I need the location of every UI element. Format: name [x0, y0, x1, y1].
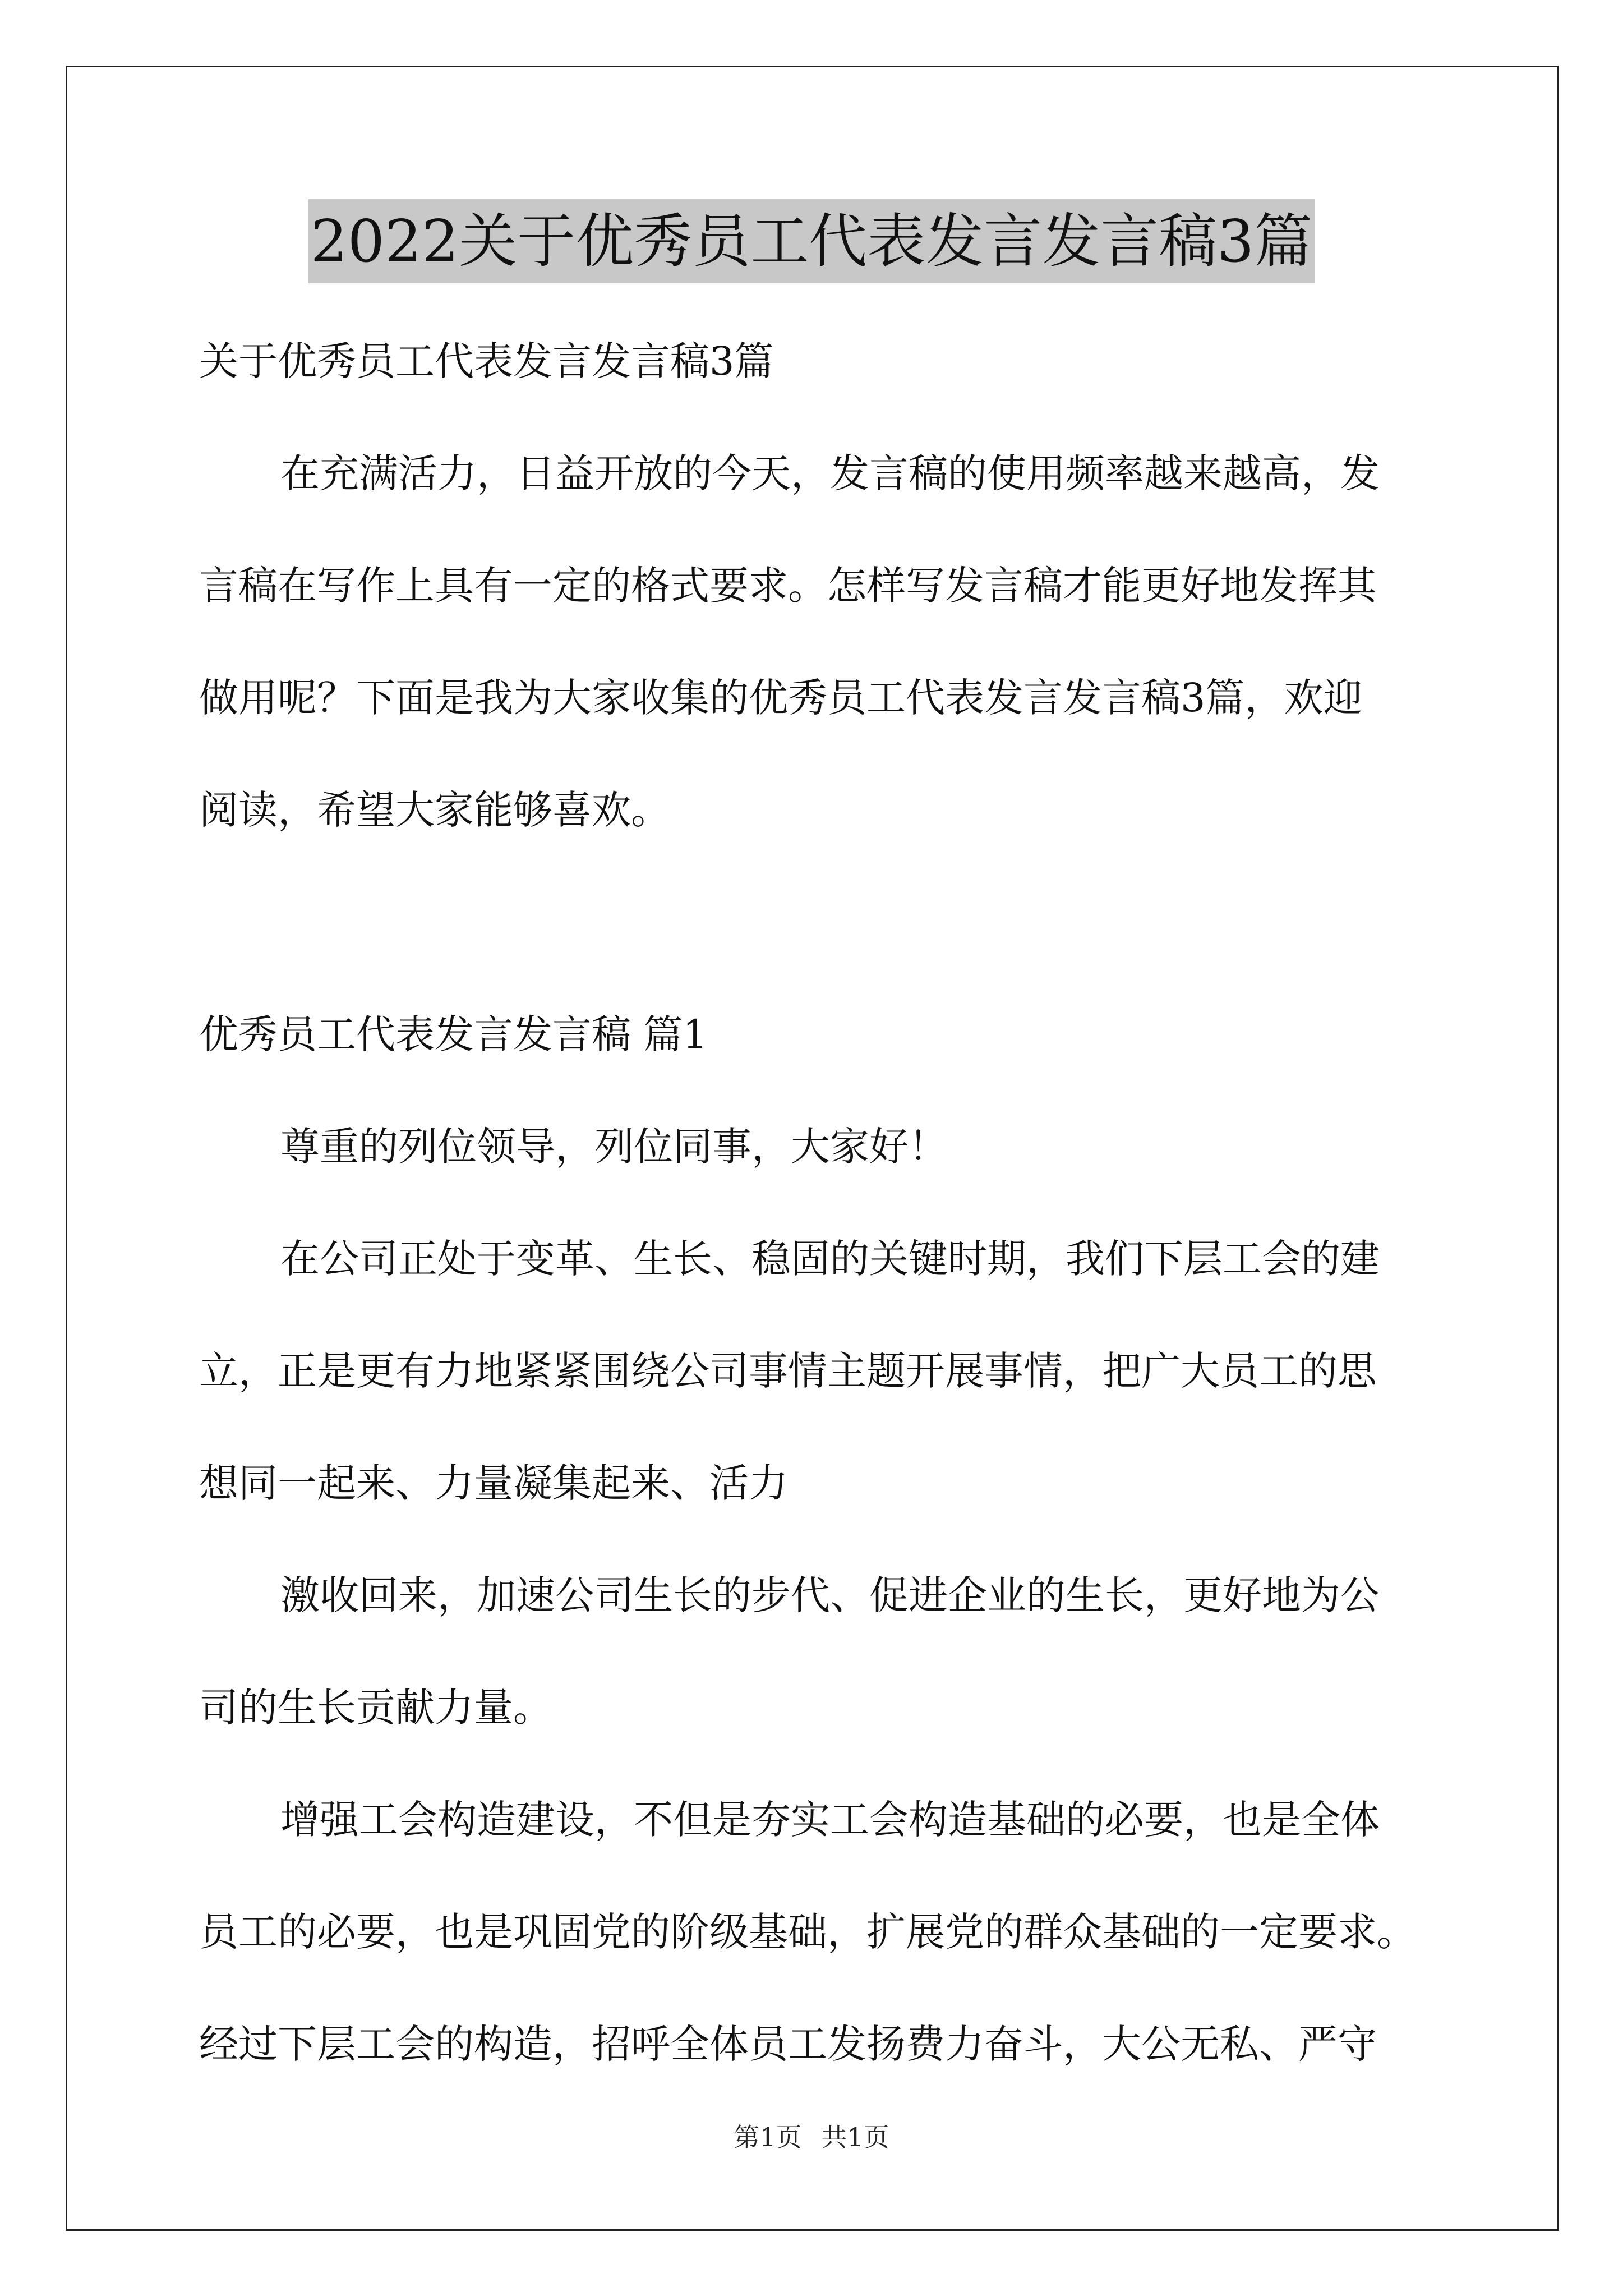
paragraph-line: 司的生长贡献力量。 — [199, 1685, 552, 1731]
paragraph-line: 经过下层工会的构造，招呼全体员工发扬费力奋斗，大公无私、严守 — [199, 2021, 1377, 2067]
paragraph-line: 在公司正处于变革、生长、稳固的关键时期，我们下层工会的建 — [280, 1236, 1380, 1282]
paragraph-line: 阅读，希望大家能够喜欢。 — [199, 787, 670, 833]
paragraph-line: 立，正是更有力地紧紧围绕公司事情主题开展事情，把广大员工的思 — [199, 1348, 1377, 1394]
paragraph-line: 激收回来，加速公司生长的步代、促进企业的生长，更好地为公 — [280, 1572, 1380, 1618]
document-body — [199, 305, 1467, 2100]
paragraph-line: 在充满活力，日益开放的今天，发言稿的使用频率越来越高，发 — [280, 450, 1380, 496]
page-current: 第1页 — [734, 2122, 802, 2152]
page-total: 共1页 — [821, 2122, 889, 2152]
subtitle-line: 关于优秀员工代表发言发言稿3篇 — [199, 338, 774, 384]
title-container — [0, 199, 1623, 283]
paragraph-line: 言稿在写作上具有一定的格式要求。怎样写发言稿才能更好地发挥其 — [199, 563, 1377, 609]
paragraph-line: 做用呢？下面是我为大家收集的优秀员工代表发言发言稿3篇，欢迎 — [199, 675, 1363, 721]
page-footer — [0, 2120, 1623, 2154]
paragraph-line: 增强工会构造建设，不但是夯实工会构造基础的必要，也是全体 — [280, 1797, 1380, 1843]
paragraph-gap — [199, 866, 1467, 978]
paragraph-line: 员工的必要，也是巩固党的阶级基础，扩展党的群众基础的一定要求。 — [199, 1909, 1416, 1955]
document-title: 2022关于优秀员工代表发言发言稿3篇 — [308, 199, 1315, 283]
paragraph-line: 尊重的列位领导，列位同事，大家好！ — [280, 1124, 948, 1170]
section-heading: 优秀员工代表发言发言稿 篇1 — [199, 1011, 708, 1057]
paragraph-line: 想同一起来、力量凝集起来、活力 — [199, 1460, 788, 1506]
